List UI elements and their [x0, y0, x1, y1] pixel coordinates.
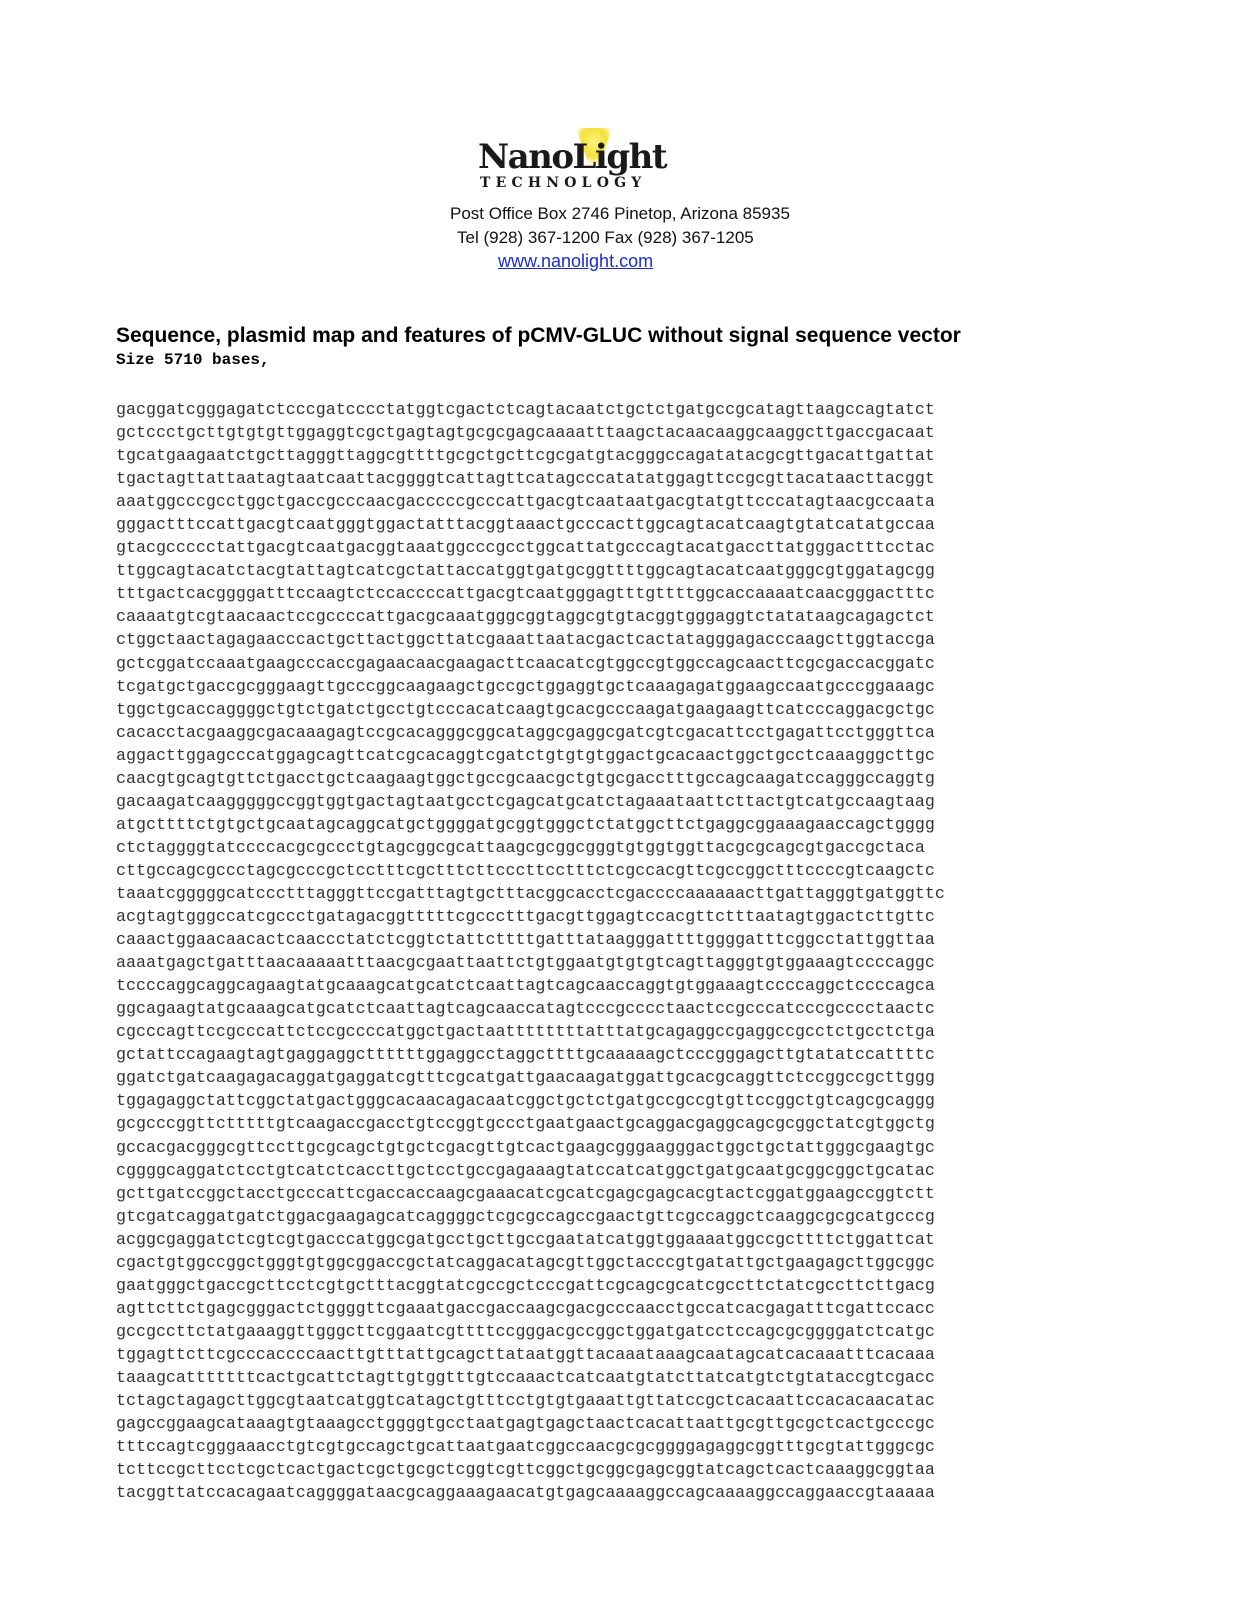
dna-sequence [116, 398, 1116, 1504]
sequence-line: tcttccgcttcctcgctcactgactcgctgcgctcggtcgttcggctgcggcgagcggtatcagctcactcaaaggcggtaa [116, 1460, 935, 1480]
sequence-line: gccacgacgggcgttccttgcgcagctgtgctcgacgttgtcactgaagcgggaagggactggctgctattgggcgaagtgc [116, 1137, 935, 1157]
sequence-line: tacggttatccacagaatcaggggataacgcaggaaagaacatgtgagcaaaaggccagcaaaaggccaggaaccgtaaaaa [116, 1483, 935, 1503]
sequence-line: cacacctacgaaggcgacaaagagtccgcacagggcggcataggcgaggcgatcgtcgacattcctgagattcctgggttca [116, 722, 935, 742]
sequence-line: ggatctgatcaagagacaggatgaggatcgtttcgcatgattgaacaagatggattgcacgcaggttctccggccgcttggg [116, 1068, 935, 1088]
sequence-line: tttccagtcgggaaacctgtcgtgccagctgcattaatgaatcggccaacgcgcggggagaggcggtttgcgtattgggcgc [116, 1437, 935, 1457]
sequence-line: ctggctaactagagaacccactgcttactggcttatcgaaattaatacgactcactatagggagacccaagcttggtaccga [116, 630, 935, 650]
sequence-line: aaatggcccgcctggctgaccgcccaacgacccccgcccattgacgtcaataatgacgtatgttcccatagtaacgccaata [116, 492, 935, 512]
sequence-line: tggctgcaccaggggctgtctgatctgcctgtcccacatcaagtgcacgcccaagatgaagaagttcatcccaggacgctgc [116, 699, 935, 719]
sequence-line: gcgcccggttctttttgtcaagaccgacctgtccggtgccctgaatgaactgcaggacgaggcagcgcggctatcgtggctg [116, 1114, 935, 1134]
sequence-line: gggactttccattgacgtcaatgggtggactatttacggtaaactgcccacttggcagtacatcaagtgtatcatatgccaa [116, 515, 935, 535]
sequence-line: cttgccagcgccctagcgcccgctcctttcgctttcttcccttcctttctcgccacgttcgccggctttccccgtcaagctc [116, 860, 935, 880]
sequence-line: aaaatgagctgatttaacaaaaatttaacgcgaattaattctgtggaatgtgtgtcagttagggtgtggaaagtccccaggc [116, 953, 935, 973]
sequence-line: tgactagttattaatagtaatcaattacggggtcattagttcatagcccatatatggagttccgcgttacataacttacggt [116, 469, 935, 489]
sequence-line: taaatcgggggcatccctttagggttccgatttagtgctttacggcacctcgaccccaaaaaacttgattagggtgatggttc [116, 883, 945, 903]
sequence-size: Size 5710 bases, [116, 351, 270, 369]
logo-wordmark: NanoLight [478, 137, 667, 177]
sequence-line: caacgtgcagtgttctgacctgctcaagaagtggctgccgcaacgctgtgcgacctttgccagcaagatccagggccaggtg [116, 768, 935, 788]
sequence-line: acgtagtgggccatcgccctgatagacggtttttcgccctttgacgttggagtccacgttctttaatagtggactcttgttc [116, 907, 935, 927]
sequence-line: tggagaggctattcggctatgactgggcacaacagacaatcggctgctctgatgccgccgtgttccggctgtcagcgcaggg [116, 1091, 935, 1111]
sequence-line: caaaatgtcgtaacaactccgccccattgacgcaaatgggcggtaggcgtgtacggtgggaggtctatataagcagagctct [116, 607, 935, 627]
sequence-line: gacaagatcaagggggccggtggtgactagtaatgcctcgagcatgcatctagaaataattcttactgtcatgccaagtaag [116, 791, 935, 811]
sequence-line: ctctaggggtatccccacgcgccctgtagcggcgcattaagcgcggcgggtgtggtggttacgcgcagcgtgaccgctaca [116, 837, 925, 857]
sequence-line: ggcagaagtatgcaaagcatgcatctcaattagtcagcaaccatagtcccgcccctaactccgcccatcccgcccctaactc [116, 999, 935, 1019]
sequence-line: gaatgggctgaccgcttcctcgtgctttacggtatcgccgctcccgattcgcagcgcatcgccttctatcgccttcttgacg [116, 1275, 935, 1295]
sequence-line: tctagctagagcttggcgtaatcatggtcatagctgtttcctgtgtgaaattgttatccgctcacaattccacacaacatac [116, 1391, 935, 1411]
sequence-line: gtacgccccctattgacgtcaatgacggtaaatggcccgcctggcattatgcccagtacatgaccttatgggactttcctac [116, 538, 935, 558]
sequence-line: tgcatgaagaatctgcttagggttaggcgttttgcgctgcttcgcgatgtacgggccagatatacgcgttgacattgattat [116, 446, 935, 466]
sequence-line: gctattccagaagtagtgaggaggcttttttggaggcctaggcttttgcaaaaagctcccgggagcttgtatatccattttc [116, 1045, 935, 1065]
document-title: Sequence, plasmid map and features of pCMV-GLUC without signal sequence vector [116, 324, 961, 347]
sequence-line: acggcgaggatctcgtcgtgacccatggcgatgcctgcttgccgaatatcatggtggaaaatggccgcttttctggattcat [116, 1229, 935, 1249]
sequence-line: gacggatcgggagatctcccgatcccctatggtcgactctcagtacaatctgctctgatgccgcatagttaagccagtatct [116, 400, 935, 419]
sequence-line: gccgccttctatgaaaggttgggcttcggaatcgttttccgggacgccggctggatgatcctccagcgcggggatctcatgc [116, 1321, 935, 1341]
sequence-line: ttggcagtacatctacgtattagtcatcgctattaccatggtgatgcggttttggcagtacatcaatgggcgtggatagcgg [116, 561, 935, 581]
sequence-line: cggggcaggatctcctgtcatctcaccttgctcctgccgagaaagtatccatcatggctgatgcaatgcggcggctgcatac [116, 1160, 935, 1180]
company-phone-fax: Tel (928) 367-1200 Fax (928) 367-1205 [457, 228, 754, 247]
sequence-line: aggacttggagcccatggagcagttcatcgcacaggtcgatctgtgtgtggactgcacaactggctgcctcaaagggcttgc [116, 745, 935, 765]
sequence-line: caaactggaacaacactcaaccctatctcggtctattcttttgatttataagggattttggggatttcggcctattggttaa [116, 930, 935, 950]
sequence-line: gtcgatcaggatgatctggacgaagagcatcaggggctcgcgccagccgaactgttcgccaggctcaaggcgcgcatgcccg [116, 1206, 935, 1226]
sequence-line: tcgatgctgaccgcgggaagttgcccggcaagaagctgccgctggaggtgctcaaagagatggaagccaatgcccggaaagc [116, 676, 935, 696]
sequence-line: taaagcatttttttcactgcattctagttgtggtttgtccaaactcatcaatgtatcttatcatgtctgtataccgtcgacc [116, 1367, 935, 1387]
sequence-line: cgactgtggccggctgggtgtggcggaccgctatcaggacatagcgttggctacccgtgatattgctgaagagcttggcggc [116, 1252, 935, 1272]
sequence-line: gctccctgcttgtgtgttggaggtcgctgagtagtgcgcgagcaaaatttaagctacaacaaggcaaggcttgaccgacaat [116, 423, 935, 443]
sequence-line: cgcccagttccgcccattctccgccccatggctgactaattttttttatttatgcagaggccgaggccgcctctgcctctga [116, 1022, 935, 1042]
sequence-line: tccccaggcaggcagaagtatgcaaagcatgcatctcaattagtcagcaaccaggtgtggaaagtccccaggctccccagca [116, 976, 935, 996]
sequence-line: atgcttttctgtgctgcaatagcaggcatgctggggatgcggtgggctctatggcttctgaggcggaaagaaccagctgggg [116, 814, 935, 834]
company-website-link[interactable]: www.nanolight.com [498, 251, 654, 271]
sequence-line: gagccggaagcataaagtgtaaagcctggggtgcctaatgagtgagctaactcacattaattgcgttgcgctcactgcccgc [116, 1414, 935, 1434]
sequence-line: gcttgatccggctacctgcccattcgaccaccaagcgaaacatcgcatcgagcgagcacgtactcggatggaagccggtctt [116, 1183, 935, 1203]
company-address: Post Office Box 2746 Pinetop, Arizona 85935 [450, 204, 790, 223]
logo-subtext: TECHNOLOGY [480, 175, 647, 191]
sequence-line: tggagttcttcgcccaccccaacttgtttattgcagcttataatggttacaaataaagcaatagcatcacaaatttcacaaa [116, 1344, 935, 1364]
sequence-line: tttgactcacggggatttccaagtctccaccccattgacgtcaatgggagtttgttttggcaccaaaatcaacgggactttc [116, 584, 935, 604]
nanolight-logo [478, 128, 667, 194]
sequence-line: agttcttctgagcgggactctggggttcgaaatgaccgaccaagcgacgcccaacctgccatcacgagatttcgattccacc [116, 1298, 935, 1318]
sequence-line: gctcggatccaaatgaagcccaccgagaacaacgaagacttcaacatcgtggccgtggccagcaacttcgcgaccacggatc [116, 653, 935, 673]
